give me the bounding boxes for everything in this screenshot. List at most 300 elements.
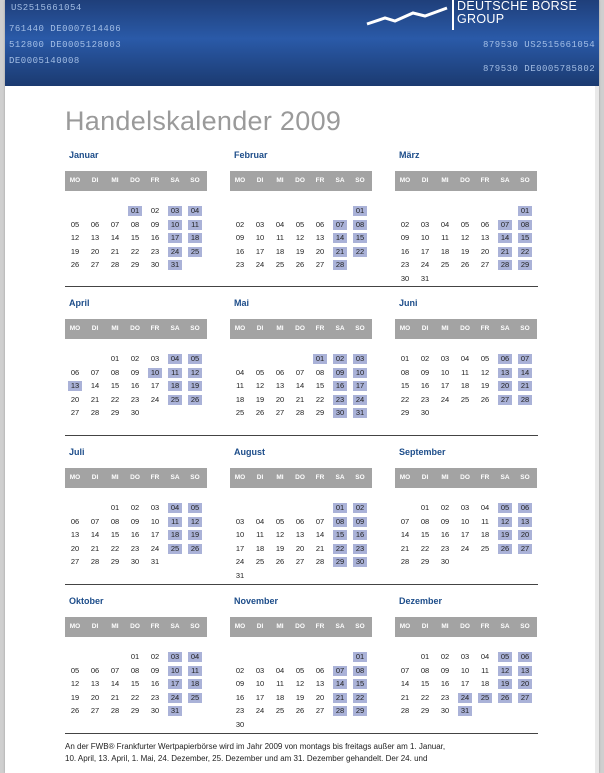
weekday-header [230,171,372,191]
day-cell: 29 [110,408,120,417]
day-cell: 03 [150,354,160,363]
weekday-label: SO [520,623,530,630]
weekday-header [65,171,207,191]
weekend-day: 28 [498,260,512,270]
month-name: Februar [234,150,268,160]
day-cell: 27 [70,557,80,566]
weekday-label: SA [170,325,180,332]
weekend-day: 26 [498,693,512,703]
day-cell: 16 [235,246,245,256]
month-name: November [234,596,279,606]
day-cell: 27 [90,706,100,715]
day-cell: 10 [460,516,470,526]
day-cell: 16 [130,381,140,390]
logo-line-2: GROUP [457,12,505,26]
weekday-label: DO [460,325,470,332]
day-cell: 26 [480,394,490,404]
weekday-label: SA [335,177,345,184]
weekend-day: 07 [333,220,347,230]
day-cell: 22 [110,543,120,553]
day-cell: 30 [420,408,430,417]
weekend-day: 12 [498,666,512,676]
month-name: Dezember [399,596,443,606]
weekend-day: 11 [188,220,202,230]
day-cell: 15 [315,381,325,390]
day-cell: 26 [255,408,265,417]
day-cell: 17 [460,530,470,539]
weekend-day: 20 [498,381,512,391]
day-cell: 05 [70,665,80,675]
weekday-label: MI [276,177,284,184]
day-cell: 08 [420,516,430,526]
day-cell: 25 [275,260,285,269]
holiday-day: 31 [458,706,472,716]
day-cell: 12 [255,381,265,390]
month-name: März [399,150,420,160]
day-cell: 31 [150,557,160,566]
weekday-label: MO [399,177,411,184]
day-cell: 11 [236,381,244,390]
weekend-day: 01 [353,652,367,662]
day-cell: 23 [235,260,245,269]
day-cell: 19 [295,246,305,256]
weekend-day: 13 [518,666,532,676]
day-cell: 05 [255,367,265,377]
holiday-day: 01 [313,354,327,364]
day-cell: 28 [295,408,305,417]
weekend-day: 02 [333,354,347,364]
day-cell: 06 [480,219,490,229]
weekday-label: SA [335,623,345,630]
weekend-day: 04 [168,354,182,364]
day-cell: 13 [315,679,325,688]
weekend-day: 08 [518,220,532,230]
weekend-day: 03 [168,652,182,662]
day-cell: 21 [90,394,100,404]
weekday-label: DO [295,623,305,630]
weekend-day: 29 [353,706,367,716]
weekday-label: FR [480,623,490,630]
day-cell: 15 [420,530,430,539]
weekend-day: 28 [333,260,347,270]
day-cell: 09 [235,679,245,688]
day-cell: 12 [295,679,305,688]
weekday-label: MI [276,623,284,630]
day-cell: 03 [235,516,245,526]
day-cell: 07 [400,516,410,526]
weekday-header [65,468,207,488]
weekday-label: MO [399,474,411,481]
month-calendar [65,150,207,290]
day-cell: 17 [440,381,450,390]
day-cell: 14 [295,381,305,390]
day-cell: 14 [110,233,120,242]
weekend-day: 10 [353,368,367,378]
footnote-line: An der FWB® Frankfurter Wertpapierbörse wird im Jahr 2009 von montags bis freitags außer am 1. Januar, [65,742,446,751]
day-cell: 14 [90,381,100,390]
day-cell: 12 [295,233,305,242]
day-cell: 23 [440,543,450,553]
day-cell: 28 [90,557,100,566]
day-cell: 01 [420,652,430,661]
day-cell: 09 [150,219,160,229]
day-cell: 03 [420,219,430,229]
day-cell: 30 [440,557,450,566]
day-cell: 08 [110,367,120,377]
day-cell: 21 [295,394,305,404]
day-cell: 21 [400,692,410,702]
day-cell: 22 [130,246,140,256]
month-calendar [395,150,537,290]
weekday-label: FR [480,325,490,332]
weekday-label: DO [295,474,305,481]
day-cell: 11 [441,233,449,242]
day-cell: 03 [460,503,470,512]
day-cell: 29 [400,408,410,417]
day-cell: 19 [70,246,80,256]
page-title: Handelskalender 2009 [65,106,342,136]
day-cell: 10 [255,679,265,688]
weekday-label: SA [170,177,180,184]
day-cell: 02 [440,652,450,661]
day-cell: 21 [400,543,410,553]
weekday-label: FR [315,177,325,184]
weekday-label: DI [91,623,99,630]
day-cell: 24 [255,706,265,715]
weekday-label: MO [234,623,246,630]
weekend-day: 18 [188,233,202,243]
weekday-label: SO [520,474,530,481]
footnote-line: 10. April, 13. April, 1. Mai, 24. Dezember, 25. Dezember und am 31. Dezember gehandelt. Der 24. und [65,754,428,763]
weekend-day: 18 [168,381,182,391]
day-cell: 23 [235,706,245,715]
day-cell: 06 [70,367,80,377]
day-cell: 09 [235,233,245,242]
day-cell: 05 [275,516,285,526]
weekday-label: SO [520,325,530,332]
day-cell: 10 [150,516,160,526]
day-cell: 21 [110,692,120,702]
weekday-label: MI [441,325,449,332]
weekday-label: DI [421,474,429,481]
day-cell: 17 [150,381,160,390]
day-cell: 22 [420,692,430,702]
weekday-label: MI [111,474,119,481]
day-cell: 19 [255,394,265,404]
day-cell: 28 [400,557,410,566]
weekend-day: 25 [188,247,202,257]
weekend-day: 08 [353,666,367,676]
weekend-day: 07 [498,220,512,230]
day-cell: 08 [400,367,410,377]
day-cell: 02 [235,219,245,229]
day-cell: 07 [400,665,410,675]
holiday-day: 13 [68,381,82,391]
day-cell: 07 [90,516,100,526]
weekend-day: 27 [518,544,532,554]
weekend-day: 14 [498,233,512,243]
weekend-day: 29 [518,260,532,270]
weekend-day: 06 [518,503,532,513]
day-cell: 26 [295,260,305,269]
day-cell: 25 [440,260,450,269]
weekday-label: SA [500,177,510,184]
day-cell: 25 [255,557,265,566]
day-cell: 03 [460,652,470,661]
weekend-day: 26 [188,544,202,554]
month-calendar [65,596,207,736]
weekend-day: 14 [518,368,532,378]
day-cell: 18 [460,381,470,390]
weekday-label: DO [460,474,470,481]
day-cell: 02 [235,665,245,675]
day-cell: 10 [255,233,265,242]
weekday-label: SO [520,177,530,184]
day-cell: 08 [130,665,140,675]
weekend-day: 16 [333,381,347,391]
day-cell: 30 [235,719,245,729]
weekend-day: 20 [518,679,532,689]
header-banner [5,0,599,86]
holiday-day: 10 [148,368,162,378]
day-cell: 24 [235,557,245,566]
day-cell: 18 [480,530,490,539]
day-cell: 30 [150,260,160,269]
day-cell: 22 [400,394,410,404]
day-cell: 06 [70,516,80,526]
weekend-day: 15 [518,233,532,243]
day-cell: 08 [420,665,430,675]
day-cell: 16 [235,692,245,702]
weekend-day: 24 [168,693,182,703]
day-cell: 14 [400,679,410,688]
weekday-label: MI [441,177,449,184]
day-cell: 16 [400,246,410,256]
weekend-day: 21 [518,381,532,391]
weekday-header [395,171,537,191]
day-cell: 16 [440,679,450,688]
day-cell: 18 [235,394,245,404]
day-cell: 19 [480,381,490,390]
weekday-label: DI [421,177,429,184]
weekend-day: 24 [168,247,182,257]
weekend-day: 05 [498,652,512,662]
weekday-label: DO [130,177,140,184]
weekday-label: MI [441,474,449,481]
weekday-label: FR [150,623,160,630]
day-cell: 11 [256,530,264,539]
weekday-label: MO [399,623,411,630]
day-cell: 22 [130,692,140,702]
day-cell: 30 [130,408,140,417]
day-cell: 19 [275,543,285,553]
weekend-day: 17 [353,381,367,391]
weekend-day: 08 [333,517,347,527]
day-cell: 17 [420,246,430,256]
weekday-label: MO [69,177,81,184]
weekend-day: 28 [518,395,532,405]
footnote [65,741,545,765]
day-cell: 28 [400,706,410,715]
month-calendar [230,150,372,290]
weekend-day: 14 [333,679,347,689]
weekday-label: MI [111,623,119,630]
day-cell: 22 [110,394,120,404]
weekday-header [230,617,372,637]
day-cell: 26 [70,706,80,715]
day-cell: 07 [295,367,305,377]
weekday-label: SO [190,177,200,184]
weekend-day: 03 [353,354,367,364]
logo-swoosh-icon [365,6,450,28]
weekday-label: FR [480,177,490,184]
day-cell: 01 [110,354,120,363]
weekday-label: FR [315,325,325,332]
day-cell: 30 [440,706,450,715]
weekend-day: 16 [353,530,367,540]
month-name: Januar [69,150,99,160]
day-cell: 12 [480,367,490,377]
day-cell: 08 [315,367,325,377]
company-logo [457,0,577,26]
weekend-day: 18 [168,530,182,540]
calendar-page [5,0,599,773]
day-cell: 14 [90,530,100,539]
day-cell: 05 [295,665,305,675]
day-cell: 27 [480,260,490,269]
weekend-day: 07 [518,354,532,364]
day-cell: 02 [130,503,140,512]
month-calendar [395,596,537,736]
section-divider [65,733,538,734]
day-cell: 08 [110,516,120,526]
day-cell: 17 [150,530,160,539]
weekend-day: 30 [333,408,347,418]
weekday-label: DI [91,325,99,332]
day-cell: 03 [255,219,265,229]
weekday-label: DI [421,623,429,630]
day-cell: 31 [235,570,245,580]
day-cell: 13 [480,233,490,242]
ticker-text: DE0005140008 [9,56,80,66]
weekend-day: 27 [498,395,512,405]
day-cell: 07 [110,665,120,675]
day-cell: 30 [400,273,410,283]
day-cell: 29 [420,557,430,566]
page-edge [595,86,599,773]
day-cell: 01 [420,503,430,512]
weekday-label: SO [190,474,200,481]
weekend-day: 11 [168,517,182,527]
day-cell: 13 [315,233,325,242]
day-cell: 23 [150,692,160,702]
day-cell: 09 [400,233,410,242]
day-cell: 10 [235,530,245,539]
weekend-day: 09 [333,368,347,378]
day-cell: 04 [275,219,285,229]
day-cell: 24 [255,260,265,269]
weekend-day: 29 [333,557,347,567]
weekend-day: 01 [518,206,532,216]
day-cell: 20 [90,246,100,256]
day-cell: 28 [315,557,325,566]
day-cell: 03 [255,665,265,675]
section-divider [65,584,538,585]
weekend-day: 22 [518,247,532,257]
weekend-day: 22 [353,247,367,257]
ticker-text: 879530 US2515661054 [483,40,596,50]
day-cell: 15 [110,530,120,539]
day-cell: 12 [70,233,80,242]
month-calendar [395,298,537,438]
weekday-label: MO [69,474,81,481]
weekday-label: SA [335,325,345,332]
weekend-day: 15 [333,530,347,540]
weekend-day: 08 [353,220,367,230]
day-cell: 13 [295,530,305,539]
day-cell: 01 [110,503,120,512]
day-cell: 23 [440,692,450,702]
day-cell: 16 [420,381,430,390]
day-cell: 27 [295,557,305,566]
month-calendar [395,447,537,587]
weekend-day: 01 [353,206,367,216]
day-cell: 04 [480,503,490,512]
ticker-text: 761440 DE0007614406 [9,24,122,34]
weekend-day: 19 [498,530,512,540]
day-cell: 20 [90,692,100,702]
day-cell: 28 [110,260,120,269]
weekday-label: SA [500,474,510,481]
day-cell: 29 [315,408,325,417]
day-cell: 10 [420,233,430,242]
month-name: August [234,447,265,457]
day-cell: 02 [130,354,140,363]
day-cell: 25 [460,394,470,404]
weekend-day: 07 [333,666,347,676]
day-cell: 24 [460,543,470,553]
weekday-label: MI [276,325,284,332]
day-cell: 24 [420,260,430,269]
weekend-day: 23 [333,395,347,405]
day-cell: 17 [255,692,265,702]
weekday-label: DI [91,177,99,184]
month-name: Mai [234,298,250,308]
day-cell: 13 [275,381,285,390]
day-cell: 06 [315,219,325,229]
day-cell: 09 [130,516,140,526]
weekday-label: MO [69,623,81,630]
logo-divider [452,0,454,30]
weekend-day: 03 [168,206,182,216]
weekday-label: MO [69,325,81,332]
day-cell: 20 [275,394,285,404]
month-calendar [230,596,372,736]
day-cell: 16 [150,679,160,688]
month-name: September [399,447,446,457]
weekday-label: MO [234,474,246,481]
weekend-day: 21 [333,247,347,257]
day-cell: 17 [235,543,245,553]
logo-line-1: DEUTSCHE BÖRSE [457,0,578,13]
weekday-label: SO [355,177,365,184]
weekday-label: DO [295,325,305,332]
weekday-label: DI [91,474,99,481]
weekday-label: DO [130,474,140,481]
weekend-day: 05 [188,503,202,513]
day-cell: 20 [295,543,305,553]
day-cell: 24 [440,394,450,404]
